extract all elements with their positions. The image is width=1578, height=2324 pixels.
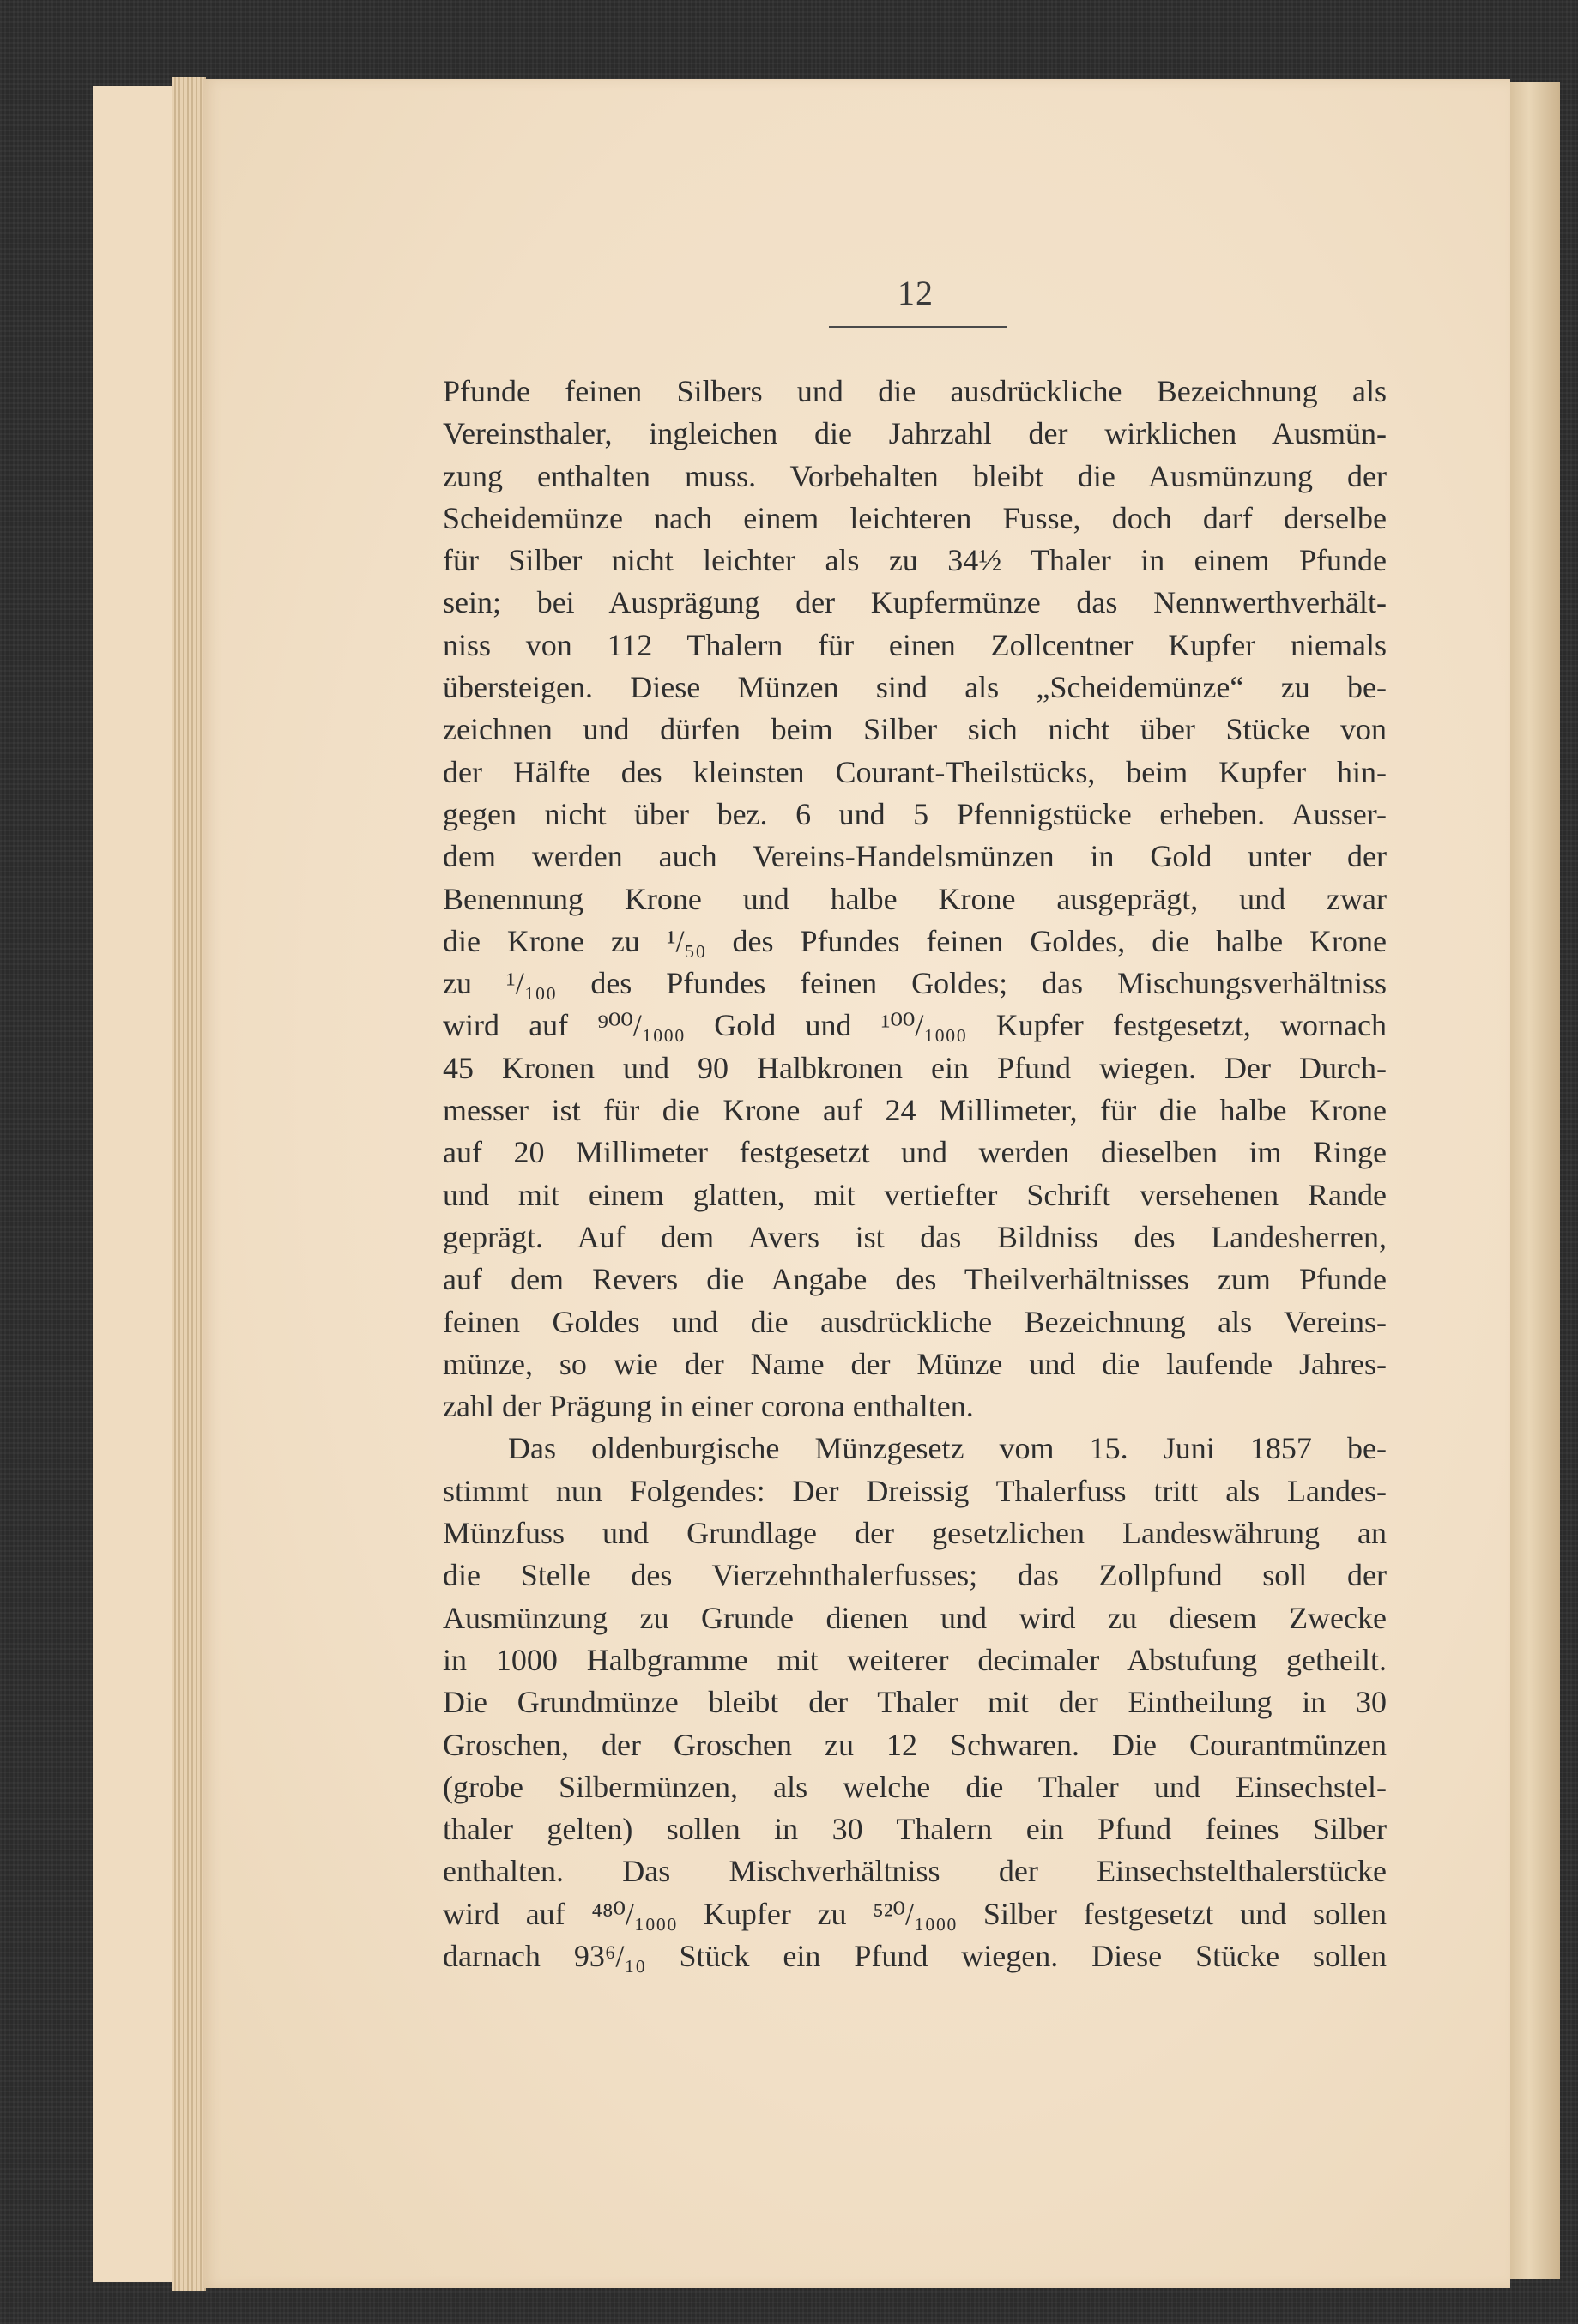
text-line: Die Grundmünze bleibt der Thaler mit der Eintheilung in 30 xyxy=(443,1685,1387,1720)
text-line: der Hälfte des kleinsten Courant-Theilstücks, beim Kupfer hin- xyxy=(443,754,1387,789)
text-line: Münzfuss und Grundlage der gesetzlichen Landeswährung an xyxy=(443,1516,1387,1551)
text-line: Benennung Krone und halbe Krone ausgeprägt, und zwar xyxy=(443,881,1387,916)
text-line: sein; bei Ausprägung der Kupfermünze das Nennwerthverhält- xyxy=(443,585,1387,620)
text-line: die Krone zu ¹/₅₀ des Pfundes feinen Goldes, die halbe Krone xyxy=(443,923,1387,958)
page-number: 12 xyxy=(898,274,934,312)
body-text xyxy=(443,371,1387,1977)
paragraph-end-line: zahl der Prägung in einer corona enthalten. xyxy=(443,1389,974,1424)
text-line: wird auf ⁴⁸⁰/₁₀₀₀ Kupfer zu ⁵²⁰/₁₀₀₀ Silber festgesetzt und sollen xyxy=(443,1896,1387,1931)
text-line: messer ist für die Krone auf 24 Millimeter, für die halbe Krone xyxy=(443,1093,1387,1128)
text-line: dem werden auch Vereins-Handelsmünzen in Gold unter der xyxy=(443,839,1387,874)
text-line: Groschen, der Groschen zu 12 Schwaren. Die Courantmünzen xyxy=(443,1727,1387,1762)
text-line: Vereinsthaler, ingleichen die Jahrzahl der wirklichen Ausmün- xyxy=(443,416,1387,451)
text-line: münze, so wie der Name der Münze und die laufende Jahres- xyxy=(443,1346,1387,1381)
text-line: Ausmünzung zu Grunde dienen und wird zu diesem Zwecke xyxy=(443,1600,1387,1635)
text-line: thaler gelten) sollen in 30 Thalern ein Pfund feines Silber xyxy=(443,1812,1387,1847)
text-line: Pfunde feinen Silbers und die ausdrückliche Bezeichnung als xyxy=(443,374,1387,408)
text-line: übersteigen. Diese Münzen sind als „Scheidemünze“ zu be- xyxy=(443,670,1387,705)
text-line: 45 Kronen und 90 Halbkronen ein Pfund wiegen. Der Durch- xyxy=(443,1050,1387,1085)
text-line: stimmt nun Folgendes: Der Dreissig Thalerfuss tritt als Landes- xyxy=(443,1473,1387,1508)
page-number-rule xyxy=(829,326,1007,328)
text-line: in 1000 Halbgramme mit weiterer decimaler Abstufung getheilt. xyxy=(443,1642,1387,1677)
paragraph-start-line: Das oldenburgische Münzgesetz vom 15. Juni 1857 be- xyxy=(508,1431,1387,1466)
text-line: feinen Goldes und die ausdrückliche Bezeichnung als Vereins- xyxy=(443,1304,1387,1339)
text-line: darnach 93⁶/₁₀ Stück ein Pfund wiegen. Diese Stücke sollen xyxy=(443,1938,1387,1973)
text-line: auf dem Revers die Angabe des Theilverhältnisses zum Pfunde xyxy=(443,1262,1387,1297)
text-line: für Silber nicht leichter als zu 34½ Thaler in einem Pfunde xyxy=(443,543,1387,578)
text-line: enthalten. Das Mischverhältniss der Einsechstelthalerstücke xyxy=(443,1854,1387,1889)
right-page-edge xyxy=(1508,82,1560,2279)
text-line: niss von 112 Thalern für einen Zollcentner Kupfer niemals xyxy=(443,627,1387,662)
text-line: gegen nicht über bez. 6 und 5 Pfennigstücke erheben. Ausser- xyxy=(443,796,1387,831)
text-line: geprägt. Auf dem Avers ist das Bildniss des Landesherren, xyxy=(443,1219,1387,1254)
page-stack-edge xyxy=(172,77,206,2291)
text-line: zung enthalten muss. Vorbehalten bleibt die Ausmünzung der xyxy=(443,458,1387,493)
text-line: und mit einem glatten, mit vertiefter Schrift versehenen Rande xyxy=(443,1177,1387,1212)
text-line: die Stelle des Vierzehnthalerfusses; das Zollpfund soll der xyxy=(443,1558,1387,1593)
text-line: zu ¹/₁₀₀ des Pfundes feinen Goldes; das Mischungsverhältniss xyxy=(443,966,1387,1001)
text-line: zeichnen und dürfen beim Silber sich nicht über Stücke von xyxy=(443,712,1387,747)
text-line: auf 20 Millimeter festgesetzt und werden dieselben im Ringe xyxy=(443,1135,1387,1170)
text-line: Scheidemünze nach einem leichteren Fusse, doch darf derselbe xyxy=(443,500,1387,535)
text-line: wird auf ⁹⁰⁰/₁₀₀₀ Gold und ¹⁰⁰/₁₀₀₀ Kupfer festgesetzt, wornach xyxy=(443,1008,1387,1043)
text-line: (grobe Silbermünzen, als welche die Thaler und Einsechstel- xyxy=(443,1769,1387,1804)
